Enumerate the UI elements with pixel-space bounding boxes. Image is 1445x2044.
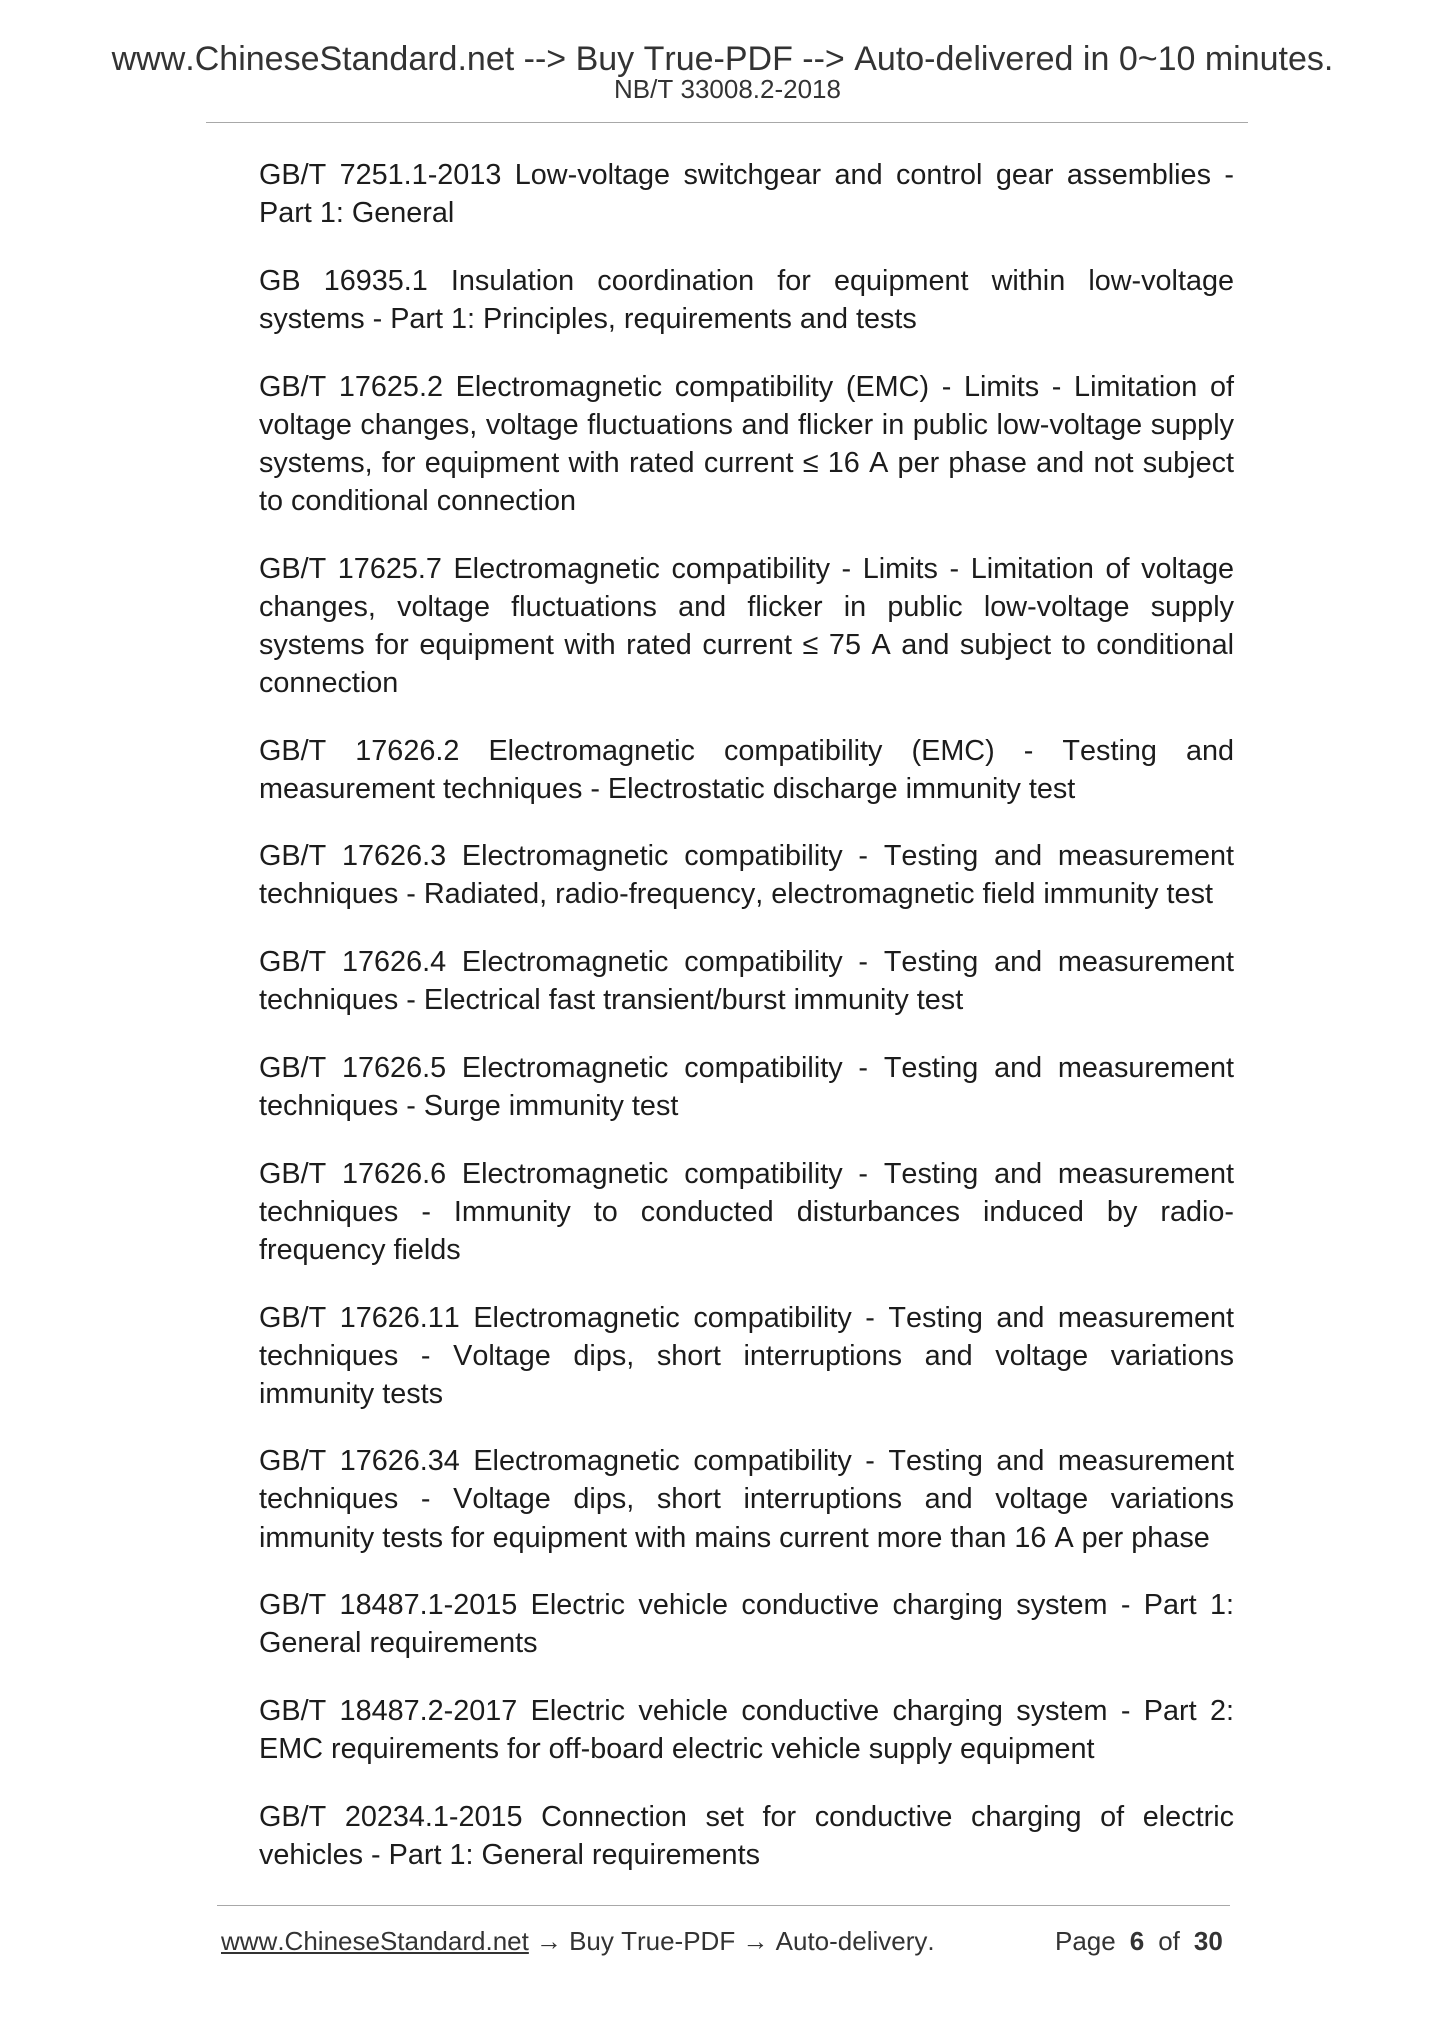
- reference-entry: GB/T 17626.5 Electromagnetic compatibility - Testing and measurement techniques - Surge immunity test: [259, 1051, 1234, 1122]
- footer-promo: [221, 1926, 935, 1956]
- header-divider: [206, 122, 1248, 123]
- header-banner: www.ChineseStandard.net --> Buy True-PDF --> Auto-delivered in 0~10 minutes.: [111, 40, 1334, 78]
- reference-entry: GB/T 17626.34 Electromagnetic compatibility - Testing and measurement techniques - Voltage dips, short interruptions and voltage variations immunity tests for equipment with mains current more than 16 A per phase: [259, 1445, 1234, 1554]
- reference-entry: GB/T 17626.3 Electromagnetic compatibility - Testing and measurement techniques - Radiated, radio-frequency, electromagnetic field immunity test: [259, 840, 1234, 911]
- reference-entry: GB/T 17625.7 Electromagnetic compatibility - Limits - Limitation of voltage changes, voltage fluctuations and flicker in public low-voltage supply systems for equipment with rated current ≤ 75 A and subject to conditional connection: [259, 552, 1234, 699]
- reference-list: [259, 156, 1234, 1904]
- reference-entry: GB 16935.1 Insulation coordination for equipment within low-voltage systems - Part 1: Principles, requirements and tests: [259, 264, 1234, 335]
- reference-entry: GB/T 7251.1-2013 Low-voltage switchgear and control gear assemblies - Part 1: General: [259, 159, 1234, 230]
- footer-tagline: → Buy True-PDF → Auto-delivery.: [535, 1926, 935, 1956]
- document-code: NB/T 33008.2-2018: [614, 74, 841, 104]
- current-page-number: 6: [1129, 1926, 1145, 1956]
- reference-entry: GB/T 17626.4 Electromagnetic compatibility - Testing and measurement techniques - Electrical fast transient/burst immunity test: [259, 946, 1234, 1017]
- reference-entry: GB/T 17626.11 Electromagnetic compatibility - Testing and measurement techniques - Voltage dips, short interruptions and voltage variations immunity tests: [259, 1301, 1234, 1410]
- reference-entry: GB/T 17626.2 Electromagnetic compatibility (EMC) - Testing and measurement techniques - Electrostatic discharge immunity test: [259, 734, 1234, 805]
- footer-site-link[interactable]: www.ChineseStandard.net: [221, 1926, 529, 1956]
- reference-entry: GB/T 17625.2 Electromagnetic compatibility (EMC) - Limits - Limitation of voltage changes, voltage fluctuations and flicker in public low-voltage supply systems, for equipment with rated current ≤ 16 A per phase and not subject to conditional connection: [259, 370, 1234, 517]
- page-indicator: [1055, 1926, 1223, 1956]
- total-pages: 30: [1193, 1926, 1223, 1956]
- of-label: of: [1158, 1926, 1180, 1956]
- page-label: Page: [1055, 1926, 1116, 1956]
- reference-entry: GB/T 18487.1-2015 Electric vehicle conductive charging system - Part 1: General requirements: [259, 1589, 1234, 1660]
- reference-entry: GB/T 20234.1-2015 Connection set for conductive charging of electric vehicles - Part 1: General requirements: [259, 1800, 1234, 1871]
- reference-entry: GB/T 17626.6 Electromagnetic compatibility - Testing and measurement techniques - Immunity to conducted disturbances induced by radio-frequency fields: [259, 1157, 1234, 1266]
- reference-entry: GB/T 18487.2-2017 Electric vehicle conductive charging system - Part 2: EMC requirements for off-board electric vehicle supply equipment: [259, 1695, 1234, 1766]
- footer-divider: [217, 1905, 1230, 1906]
